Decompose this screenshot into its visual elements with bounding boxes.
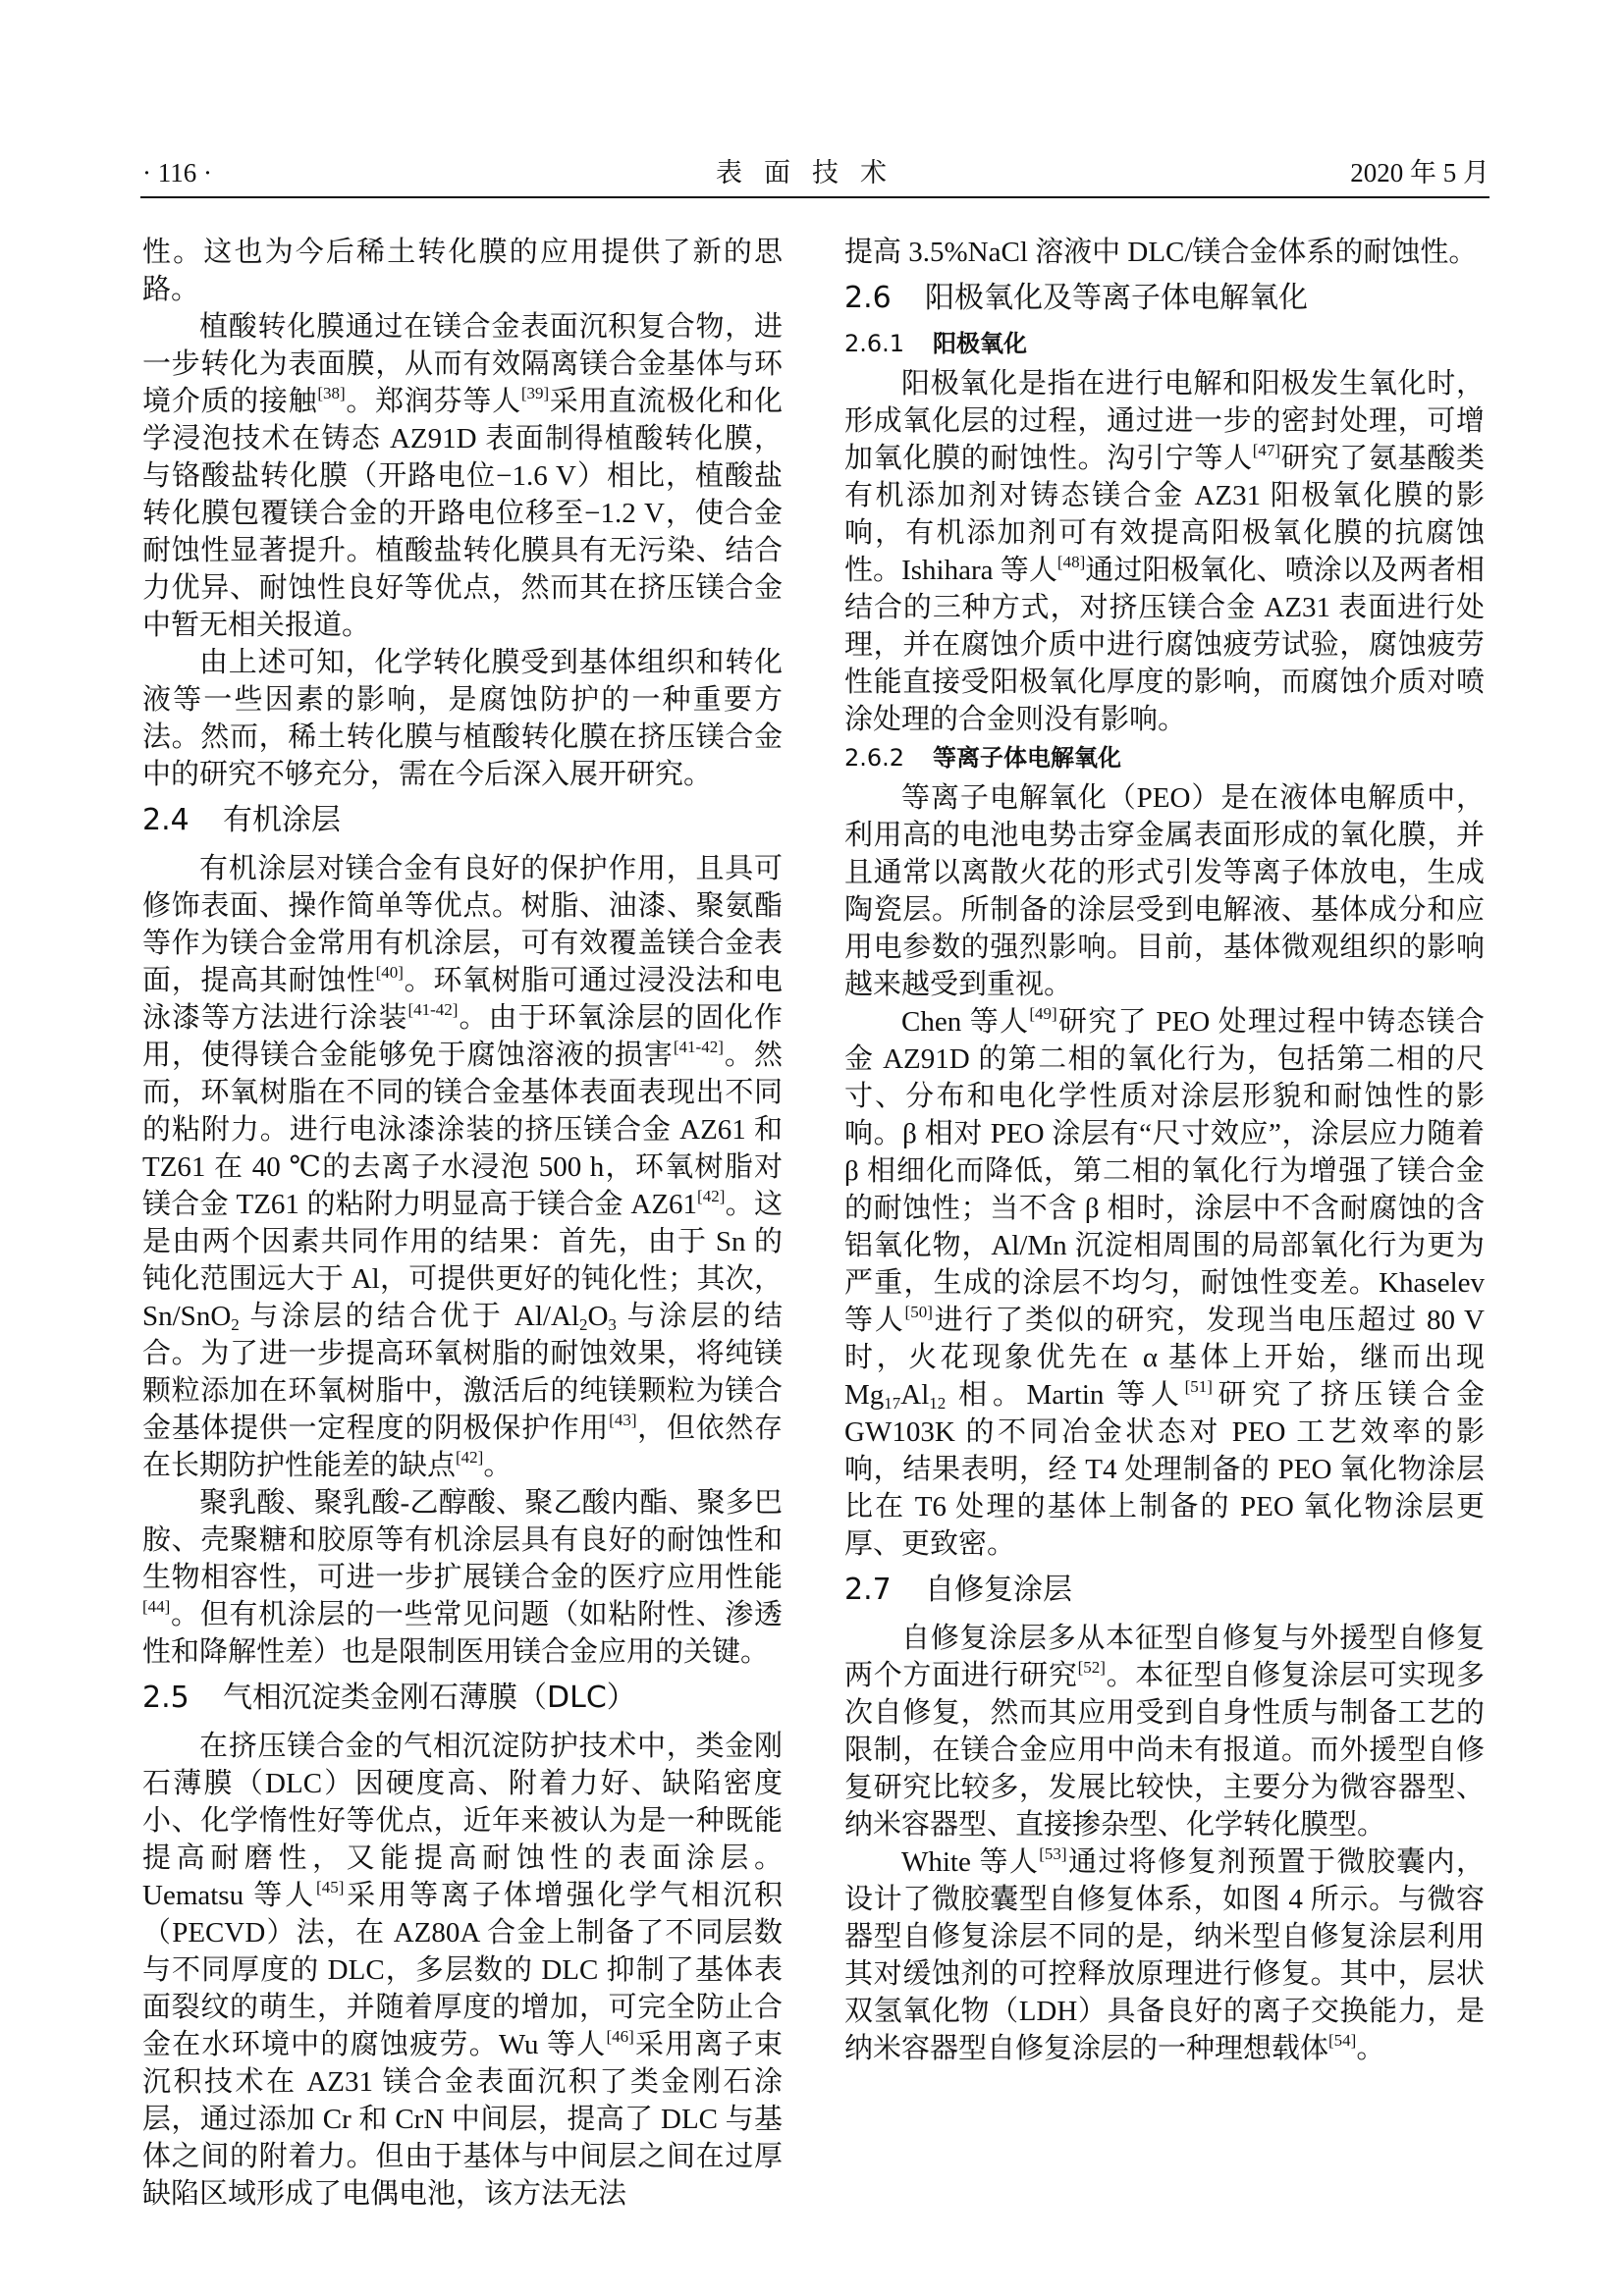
text-run: 性。这也为今后稀土转化膜的应用提供了新的思路。 [142, 237, 783, 305]
citation-ref: [52] [1077, 1658, 1106, 1677]
citation-ref: [38] [317, 384, 346, 402]
section-number: 2.6 [844, 281, 892, 315]
text-run: 采用直流极化和化学浸泡技术在铸态 AZ91D 表面制得植酸转化膜，与铬酸盐转化膜（开路电位−1.6 V）相比，植酸盐转化膜包覆镁合金的开路电位移至−1.2 V，使合金耐蚀性显著提升。植酸盐转化膜具有无污染、结合力优异、耐蚀性良好等优点，然而其在挤压镁合金中暂无相关报道。 [142, 386, 783, 641]
subsection-title: 阳极氧化 [933, 330, 1027, 357]
text-run: 由上述可知，化学转化膜受到基体组织和转化液等一些因素的影响，是腐蚀防护的一种重要方法。然而，稀土转化膜与植酸转化膜在挤压镁合金中的研究不够充分，需在今后深入展开研究。 [142, 647, 783, 790]
subscript: 17 [884, 1394, 901, 1413]
text-run: 进行了类似的研究，发现当电压超过 80 V 时，火花现象优先在 α 基体上开始，继而出现 Mg [844, 1305, 1485, 1411]
text-run: 采用离子束沉积技术在 AZ31 镁合金表面沉积了类金刚石涂层，通过添加 Cr 和 CrN 中间层，提高了 DLC 与基体之间的附着力。但由于基体与中间层之间在过厚缺陷区域形成了电偶电池，该方法无法 [142, 2029, 783, 2210]
text-run: 。郑润芬等人 [345, 386, 521, 417]
section-title: 阳极氧化及等离子体电解氧化 [925, 281, 1308, 315]
citation-ref: [46] [606, 2027, 634, 2046]
section-title: 自修复涂层 [925, 1573, 1072, 1607]
text-run: 在挤压镁合金的气相沉淀防护技术中，类金刚石薄膜（DLC）因硬度高、附着力好、缺陷密度小、化学惰性好等优点，近年来被认为是一种既能提高耐磨性，又能提高耐蚀性的表面涂层。Uematsu 等人 [142, 1731, 783, 1911]
citation-ref: [42] [697, 1187, 726, 1205]
citation-ref: [40] [375, 963, 404, 982]
text-run: 通过将修复剂预置于微胶囊内，设计了微胶囊型自修复体系，如图 4 所示。与微容器型自修复涂层不同的是，纳米型自修复涂层利用其对缓蚀剂的可控释放原理进行修复。其中，层状双氢氧化物（LDH）具备良好的离子交换能力，是纳米容器型自修复涂层的一种理想载体 [844, 1846, 1485, 2064]
text-run: 。由于环氧涂层的固化作用，使得镁合金能够免于腐蚀溶液的损害 [142, 1002, 783, 1071]
paragraph [142, 234, 783, 308]
paragraph [142, 308, 783, 644]
header-rule [140, 196, 1489, 198]
paragraph [844, 1003, 1485, 1563]
section-number: 2.5 [142, 1681, 189, 1715]
text-run: 阳极氧化是指在进行电解和阳极发生氧化时，形成氧化层的过程，通过进一步的密封处理，可增加氧化膜的耐蚀性。沟引宁等人 [844, 368, 1485, 474]
text-run: 聚乳酸、聚乳酸-乙醇酸、聚乙酸内酯、聚多巴胺、壳聚糖和胶原等有机涂层具有良好的耐蚀性和生物相容性，可进一步扩展镁合金的医疗应用性能 [142, 1487, 783, 1593]
text-run: 。但有机涂层的一些常见问题（如粘附性、渗透性和降解性差）也是限制医用镁合金应用的关键。 [142, 1599, 783, 1668]
text-run: 研究了挤压镁合金 GW103K 的不同冶金状态对 PEO 工艺效率的影响，结果表明，经 T4 处理制备的 PEO 氧化物涂层比在 T6 处理的基体上制备的 PEO 氧化物涂层更厚、更致密。 [844, 1379, 1485, 1560]
page-number: · 116 · [142, 158, 212, 187]
text-run: 。这是由两个因素共同作用的结果：首先，由于 Sn 的钝化范围远大于 Al，可提供更好的钝化性；其次，Sn/SnO [142, 1189, 783, 1332]
subsection-heading-2-6-2 [844, 742, 1485, 774]
text-run: 等离子电解氧化（PEO）是在液体电解质中，利用高的电池电势击穿金属表面形成的氧化膜，并且通常以离散火花的形式引发等离子体放电，生成陶瓷层。所制备的涂层受到电解液、基体成分和应用电参数的强烈影响。目前，基体微观组织的影响越来越受到重视。 [844, 782, 1485, 1000]
right-column [844, 234, 1485, 2067]
text-run: 。 [1356, 2033, 1385, 2064]
citation-ref: [43] [609, 1411, 637, 1429]
citation-ref: [54] [1328, 2031, 1357, 2050]
citation-ref: [51] [1184, 1377, 1213, 1396]
subscript: 3 [608, 1315, 617, 1334]
citation-ref: [49] [1029, 1004, 1057, 1023]
text-run: 自修复涂层多从本征型自修复与外援型自修复两个方面进行研究 [844, 1623, 1485, 1691]
journal-title: 表面技术 [716, 158, 908, 187]
text-run: 研究了 PEO 处理过程中铸态镁合金 AZ91D 的第二相的氧化行为，包括第二相的尺寸、分布和电化学性质对涂层形貌和耐蚀性的影响。β 相对 PEO 涂层有“尺寸效应”，涂层应力随着 β 相细化而降低，第二相的氧化行为增强了镁合金的耐蚀性；当不含 β 相时，涂层中不含耐腐蚀的含铝氧化物，Al/Mn 沉淀相周围的局部氧化行为更为严重，生成的涂层不均匀，耐蚀性变差。Khaselev 等人 [844, 1006, 1485, 1336]
section-title: 气相沉淀类金刚石薄膜（DLC） [223, 1681, 636, 1715]
text-run: 研究了氨基酸类有机添加剂对铸态镁合金 AZ31 阳极氧化膜的影响，有机添加剂可有效提高阳极氧化膜的抗腐蚀性。Ishihara 等人 [844, 443, 1485, 586]
paragraph [844, 365, 1485, 738]
section-heading-2-7 [844, 1571, 1485, 1610]
text-run: 。然而，环氧树脂在不同的镁合金基体表面表现出不同的粘附力。进行电泳漆涂装的挤压镁合金 AZ61 和 TZ61 在 40 ℃的去离子水浸泡 500 h，环氧树脂对镁合金 TZ61 的粘附力明显高于镁合金 AZ61 [142, 1040, 783, 1220]
issue-date: 2020 年 5 月 [1350, 158, 1489, 187]
paragraph [844, 1620, 1485, 1843]
section-heading-2-6 [844, 279, 1485, 318]
section-heading-2-5 [142, 1679, 783, 1718]
paragraph [142, 1484, 783, 1671]
citation-ref: [45] [316, 1878, 345, 1896]
citation-ref: [44] [142, 1597, 171, 1616]
text-run: White 等人 [901, 1846, 1040, 1878]
subscript: 2 [231, 1315, 240, 1334]
text-run: 通过阳极氧化、喷涂以及两者相结合的三种方式，对挤压镁合金 AZ31 表面进行处理，并在腐蚀介质中进行腐蚀疲劳试验，腐蚀疲劳性能直接受阳极氧化厚度的影响，而腐蚀介质对喷涂处理的合金则没有影响。 [844, 555, 1485, 735]
paragraph [142, 850, 783, 1484]
section-heading-2-4 [142, 801, 783, 840]
paragraph [844, 779, 1485, 1003]
citation-ref: [41-42] [673, 1038, 724, 1056]
citation-ref: [50] [904, 1303, 933, 1321]
subsection-number: 2.6.1 [844, 330, 905, 357]
citation-ref: [47] [1252, 441, 1281, 459]
subscript: 2 [578, 1315, 588, 1334]
text-run: Chen 等人 [901, 1006, 1030, 1038]
text-run: 采用等离子体增强化学气相沉积（PECVD）法，在 AZ80A 合金上制备了不同层数与不同厚度的 DLC，多层数的 DLC 抑制了基体表面裂纹的萌生，并随着厚度的增加，可完全防止合金在水环境中的腐蚀疲劳。Wu 等人 [142, 1880, 783, 2060]
citation-ref: [39] [520, 384, 550, 402]
paragraph [844, 234, 1485, 271]
text-run: ，但依然存在长期防护性能差的缺点 [142, 1413, 783, 1481]
section-number: 2.4 [142, 803, 189, 837]
section-number: 2.7 [844, 1573, 892, 1607]
paragraph [142, 1728, 783, 2213]
text-run: 有机涂层对镁合金有良好的保护作用，且具可修饰表面、操作简单等优点。树脂、油漆、聚氨酯等作为镁合金常用有机涂层，可有效覆盖镁合金表面，提高其耐蚀性 [142, 853, 783, 996]
text-run: 与涂层的结合。为了进一步提高环氧树脂的耐蚀效果，将纯镁颗粒添加在环氧树脂中，激活后的纯镁颗粒为镁合金基体提供一定程度的阴极保护作用 [142, 1301, 783, 1444]
citation-ref: [41-42] [407, 1000, 459, 1019]
section-title: 有机涂层 [223, 803, 341, 837]
text-run: 与涂层的结合优于 Al/Al [239, 1301, 579, 1332]
text-run: 。环氧树脂可通过浸没法和电泳漆等方法进行涂装 [142, 965, 783, 1034]
subscript: 12 [929, 1394, 947, 1413]
subsection-heading-2-6-1 [844, 328, 1485, 359]
citation-ref: [42] [456, 1448, 484, 1467]
text-run: 植酸转化膜通过在镁合金表面沉积复合物，进一步转化为表面膜，从而有效隔离镁合金基体与环境介质的接触 [142, 311, 783, 417]
citation-ref: [53] [1039, 1844, 1067, 1863]
paragraph [142, 644, 783, 793]
text-run: 。本征型自修复涂层可实现多次自修复，然而其应用受到自身性质与制备工艺的限制，在镁合金应用中尚未有报道。而外援型自修复研究比较多，发展比较快，主要分为微容器型、纳米容器型、直接掺杂型、化学转化膜型。 [844, 1660, 1485, 1841]
text-run: 提高 3.5%NaCl 溶液中 DLC/镁合金体系的耐蚀性。 [844, 237, 1478, 268]
subsection-title: 等离子体电解氧化 [933, 744, 1121, 772]
left-column [142, 234, 783, 2213]
subsection-number: 2.6.2 [844, 744, 905, 772]
text-run: Al [900, 1379, 930, 1411]
citation-ref: [48] [1056, 553, 1086, 571]
text-run: 相。Martin 等人 [946, 1379, 1185, 1411]
text-run: O [587, 1301, 609, 1332]
text-run: 。 [483, 1450, 513, 1481]
paragraph [844, 1843, 1485, 2067]
